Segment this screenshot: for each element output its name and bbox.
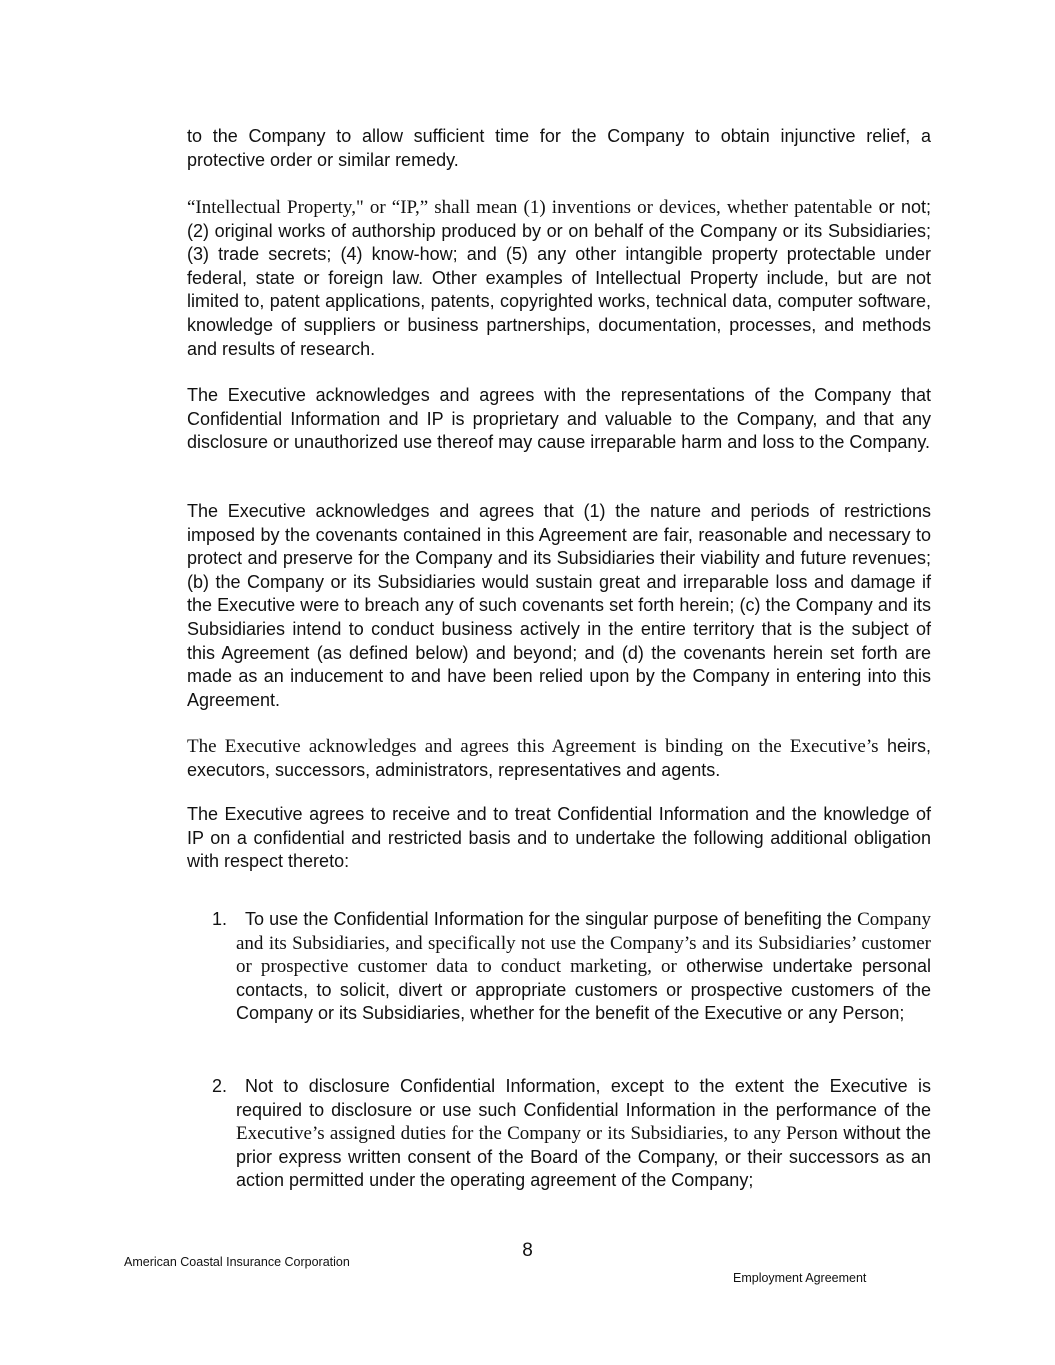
list-item-text [236,908,931,1026]
list-number: 1. [212,909,228,929]
list-item-rest: otherwise undertake personal contacts, to solicit, divert or appropriate customers or prospective customers of the Company or its Subsidiaries, whether for the benefit of the Executive or any Person; [236,956,931,1024]
paragraph-acknowledges-representations: The Executive acknowledges and agrees with the representations of the Company that Confidential Information and IP is proprietary and valuable to the Company, and that any disclosure or unauthorized use thereof may cause irreparable harm and loss to the Company. [187,385,931,453]
paragraph-acknowledges-covenants: The Executive acknowledges and agrees that (1) the nature and periods of restrictions imposed by the covenants contained in this Agreement are fair, reasonable and necessary to protect and preserve for the Company and its Subsidiaries their viability and future revenues; (b) the Company or its Subsidiaries would sustain great and irreparable loss and damage if the Executive were to breach any of such covenants set forth herein; (c) the Company and its Subsidiaries intend to conduct business actively in the entire territory that is the subject of this Agreement (as defined below) and beyond; and (d) the covenants herein set forth are made as an inducement to and have been relied upon by the Company in entering into this Agreement. [187,501,931,710]
list-item-rest: without the prior express written consent of the Board of the Company, or their successors as an action permitted under the operating agreement of the Company; [236,1123,931,1191]
footer-company-name: American Coastal Insurance Corporation [124,1255,350,1269]
paragraph-injunctive-relief: to the Company to allow sufficient time for the Company to obtain injunctive relief, a protective order or similar remedy. [187,126,931,170]
list-item-text [236,1075,931,1193]
paragraph-confidential-treatment: The Executive agrees to receive and to treat Confidential Information and the knowledge of IP on a confidential and restricted basis and to undertake the following additional obligation with respect thereto: [187,804,931,872]
list-number: 2. [212,1076,228,1096]
binding-lead: The Executive acknowledges and agrees this Agreement is binding on the Executive’s [187,736,879,757]
list-item-line1: To use the Confidential Information for the singular purpose of benefiting the [245,909,852,929]
list-item-2 [212,1075,931,1193]
ip-definition-body: or not; (2) original works of authorship produced by or on behalf of the Company or its Subsidiaries; (3) trade secrets; (4) know-how; and (5) any other intangible property protectable under federal, state or foreign law. Other examples of Intellectual Property include, but are not limited to, patent applications, patents, copyrighted works, technical data, computer software, knowledge of suppliers or business partnerships, documentation, processes, and methods and results of research. [187,197,932,359]
ip-definition-lead: “Intellectual Property," or “IP,” shall mean (1) inventions or devices, whether patentable [187,197,873,218]
page-number: 8 [522,1240,533,1261]
list-item-line1: Not to disclosure Confidential Information, except to the extent the Executive is required to disclosure or use such Confidential Information in the performance of the [236,1076,931,1120]
paragraph-binding-agreement [187,735,931,782]
list-item-1 [212,908,931,1026]
paragraph-intellectual-property [187,196,931,361]
list-item-serif-part: Executive’s assigned duties for the Company or its Subsidiaries, to any Person [236,1123,838,1145]
list-item-serif-part: Company and its Subsidiaries, and specifically not use the Company’s and its Subsidiaries’ customer or prospective customer data to conduct marketing, or [236,909,931,978]
footer-document-title: Employment Agreement [733,1271,867,1285]
binding-body: heirs, executors, successors, administrators, representatives and agents. [187,736,931,780]
